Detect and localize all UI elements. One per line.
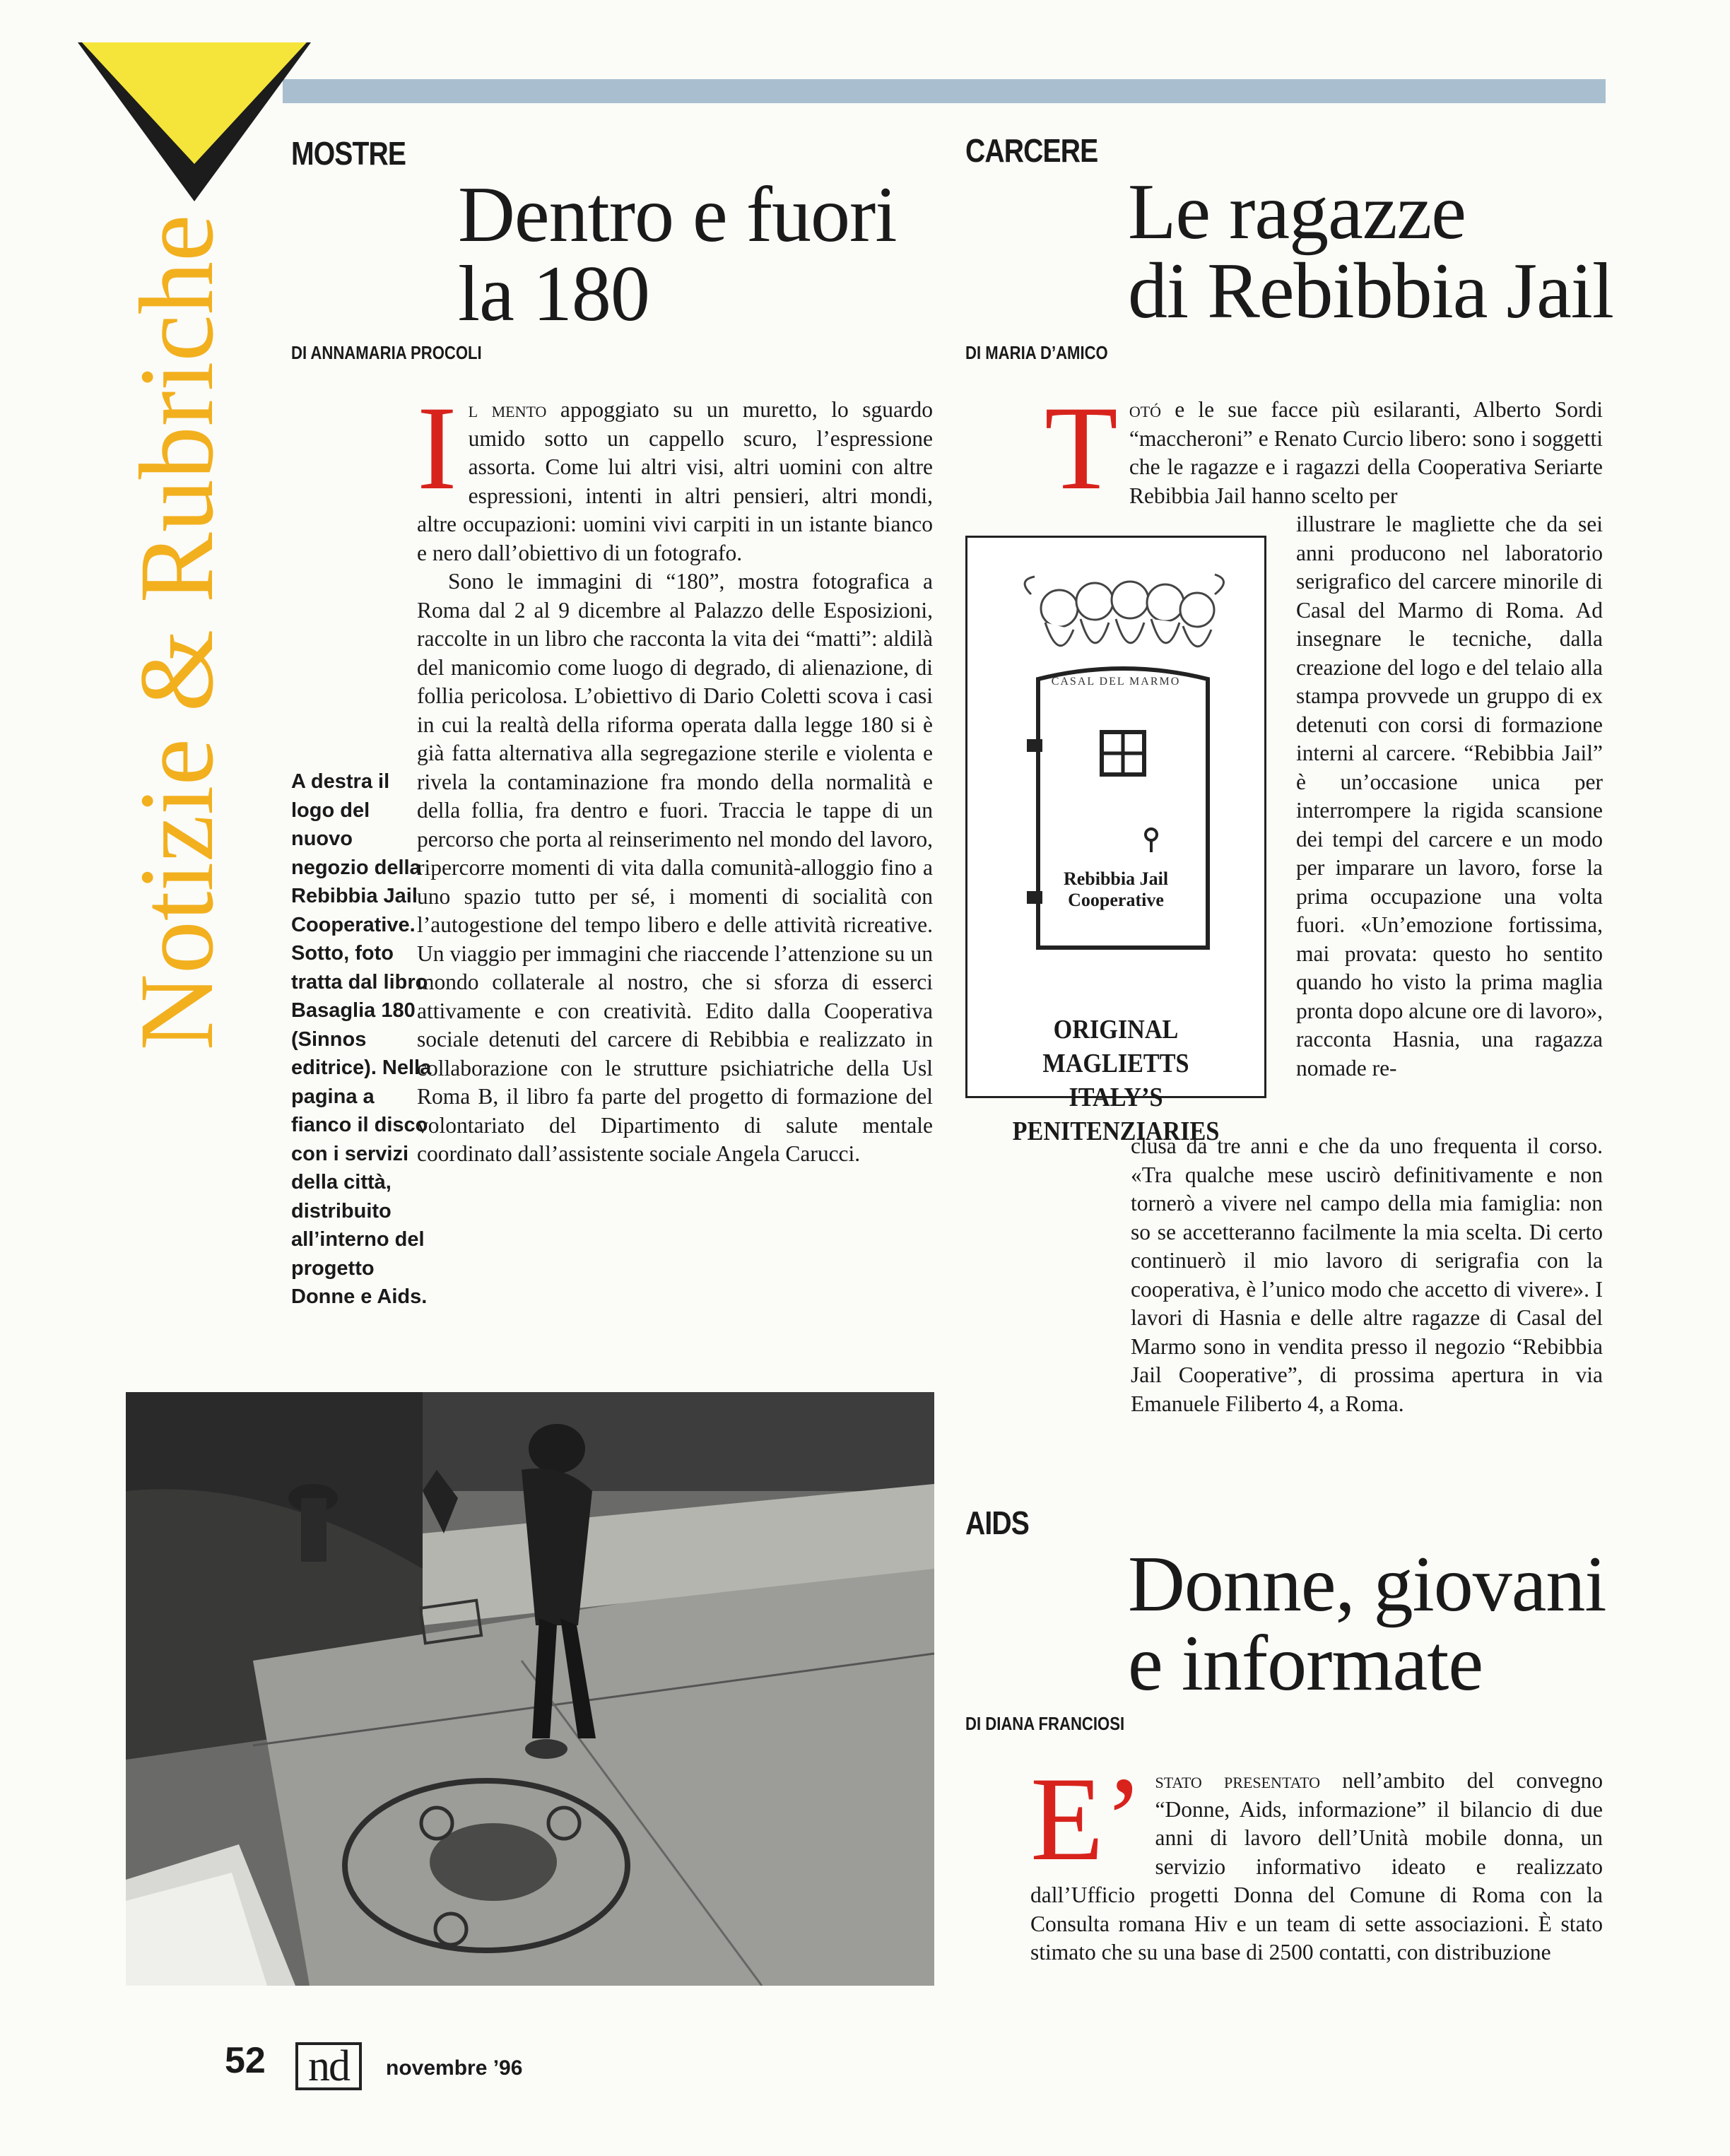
mostre-paragraph-2: Sono le immagini di “180”, mostra fotografica a Roma dal 2 al 9 dicembre al Palazzo delle Esposizioni, raccolte in un libro che racconta la vita dei “matti”: aldilà del manicomio come luogo di degrado, di alienazione, di follia pericolosa. L’obiettivo di Dario Coletti scova i casi in cui la realtà della riforma operata dalla legge 180 si è già fatta alternativa alla segregazione sterile e violenta e rivela la contaminazione fra mondo della normalità e della follia, fra dentro e fuori. Traccia le tappe di un percorso che porta al reinserimento nel mondo del lavoro, ripercorre momenti di vita dalla comunità-alloggio fino a uno spazio tutto per sé, i momenti di socialità con l’autogestione del tempo libero e delle attività ricreative. Un viaggio per immagini che riaccende l’attenzione su un mondo collaterale al nostro, che si sforza di esserci attivamente e con creatività. Edito dalla Cooperativa sociale detenuti del carcere di Rebibbia e realizzato in collaborazione con le strutture psichiatriche della Usl Roma B, il libro fa parte del progetto di formazione del volontariato del Dipartimento di salute mentale coordinato dall’assistente sociale Angela Carucci.	[417, 569, 933, 1166]
carcere-lead: otó	[1129, 397, 1162, 422]
aids-kicker: AIDS	[965, 1504, 1030, 1541]
carcere-headline	[1128, 168, 1614, 335]
man-in-courtyard-photo	[126, 1392, 934, 1986]
logo-name-line2: Cooperative	[1068, 890, 1164, 910]
photo-caption: A destra il logo del nuovo negozio della Rebibbia Jail Cooperative. Sotto, foto tratta dal libro Basaglia 180 (Sinnos editrice). Nella pagina a fianco il disco con i servizi della città, distribuito all’interno del progetto Donne e Aids.	[291, 770, 432, 1308]
aids-dropcap: E’	[1030, 1753, 1144, 1885]
page-number: 52	[225, 2040, 266, 2081]
carcere-paragraph-1-side: illustrare le magliette che da sei anni producono nel laboratorio serigrafico del carcere minorile di Casal del Marmo di Roma. Ad insegnare le tecniche, dalla creazione del logo e del telaio alla stampa provvede un gruppo di ex detenuti con corsi di formazione interni al carcere. “Rebibbia Jail” è un’occasione unica per interrompere la rigida scansione dei tempi del carcere e un modo per imparare un lavoro, forse la prima occupazione una volta fuori. «Un’emozione fortissima, mai provata: questo ho sentito quando ho visto la prima maglia pronta dopo alcune ore di lavoro», racconta Hasnia, una ragazza nomade re-	[1296, 512, 1603, 1080]
mostre-headline	[458, 171, 897, 338]
logo-arc-text: CASAL DEL MARMO	[1051, 676, 1181, 688]
carcere-body-side	[1296, 510, 1603, 1083]
aids-paragraph-1: nell’ambito del convegno “Donne, Aids, informazione” il bilancio di due anni di lavoro dell’Unità mobile donna, un servizio informativo ideato e realizzato dall’Ufficio progetti Donna del Comune di Roma con la Consulta romana Hiv e un team di sette associazioni. È stato stimato che su una base di 2500 contatti, con distribuzione	[1030, 1768, 1603, 1964]
mostre-body	[417, 382, 933, 1169]
aids-body	[1030, 1753, 1603, 1967]
mostre-byline: DI ANNAMARIA PROCOLI	[291, 342, 482, 363]
carcere-body-bottom	[1131, 1132, 1603, 1418]
mostre-headline-line1: Dentro e fuori	[458, 171, 897, 259]
mostre-paragraph-1: appoggiato su un muretto, lo sguardo umido sotto un cappello scuro, l’espressione assorta. Come lui altri visi, altri uomini con altre espressioni, intenti in altri pensieri, altri mondi, altre occupazioni: uomini vivi carpiti in un istante bianco e nero dall’obiettivo di un fotografo.	[417, 397, 933, 565]
logo-name	[967, 868, 1264, 911]
aids-headline-line1: Donne, giovani	[1128, 1541, 1606, 1628]
carcere-paragraph-1-bottom: clusa da tre anni e che da uno frequenta il corso. «Tra qualche mese uscirò definitivamente e non tornerò a vivere nel campo della mia famiglia: non so se accetteranno facilmente la mia scelta. Di certo continuerò il mio lavoro di serigrafia con la cooperativa, è l’unico modo che accetto di vivere». I lavori di Hasnia e delle altre ragazze di Casal del Marmo sono in vendita presso il negozio “Rebibbia Jail Cooperative”, di prossima apertura in via Emanuele Filiberto 4, a Roma.	[1131, 1133, 1603, 1416]
issue-date: novembre ’96	[386, 2056, 523, 2080]
magazine-logo: nd	[295, 2042, 362, 2090]
aids-byline: DI DIANA FRANCIOSI	[965, 1713, 1125, 1734]
carcere-byline: DI MARIA D’AMICO	[965, 342, 1108, 363]
logo-slogan-line1: ORIGINAL MAGLIETTS	[1042, 1015, 1189, 1078]
aids-lead: stato presentato	[1155, 1768, 1320, 1793]
mostre-headline-line2: la 180	[458, 250, 649, 338]
carcere-kicker: CARCERE	[965, 132, 1098, 169]
rebibbia-jail-logo	[965, 536, 1266, 1146]
carcere-paragraph-1-top: e le sue facce più esilaranti, Alberto Sordi “maccheroni” e Renato Curcio libero: sono i soggetti che le ragazze e i ragazzi della Cooperativa Seriarte Rebibbia Jail hanno scelto per	[1129, 397, 1603, 508]
corner-triangle-ornament	[78, 42, 311, 205]
mostre-kicker: MOSTRE	[291, 135, 406, 172]
mostre-lead: l mento	[468, 397, 547, 422]
aids-headline	[1128, 1541, 1606, 1707]
logo-slogan	[982, 1013, 1249, 1148]
top-color-bar	[283, 79, 1606, 103]
logo-slogan-line2: ITALY’S PENITENZIARIES	[1012, 1083, 1220, 1146]
carcere-body-top	[1045, 382, 1603, 514]
logo-name-line1: Rebibbia Jail	[1063, 868, 1169, 889]
section-title: Notizie & Rubriche	[118, 214, 235, 1051]
aids-headline-line2: e informate	[1128, 1620, 1483, 1707]
carcere-headline-line2: di Rebibbia Jail	[1128, 247, 1614, 335]
carcere-headline-line1: Le ragazze	[1128, 168, 1466, 256]
mostre-dropcap: I	[417, 382, 457, 514]
carcere-dropcap: T	[1045, 382, 1118, 514]
